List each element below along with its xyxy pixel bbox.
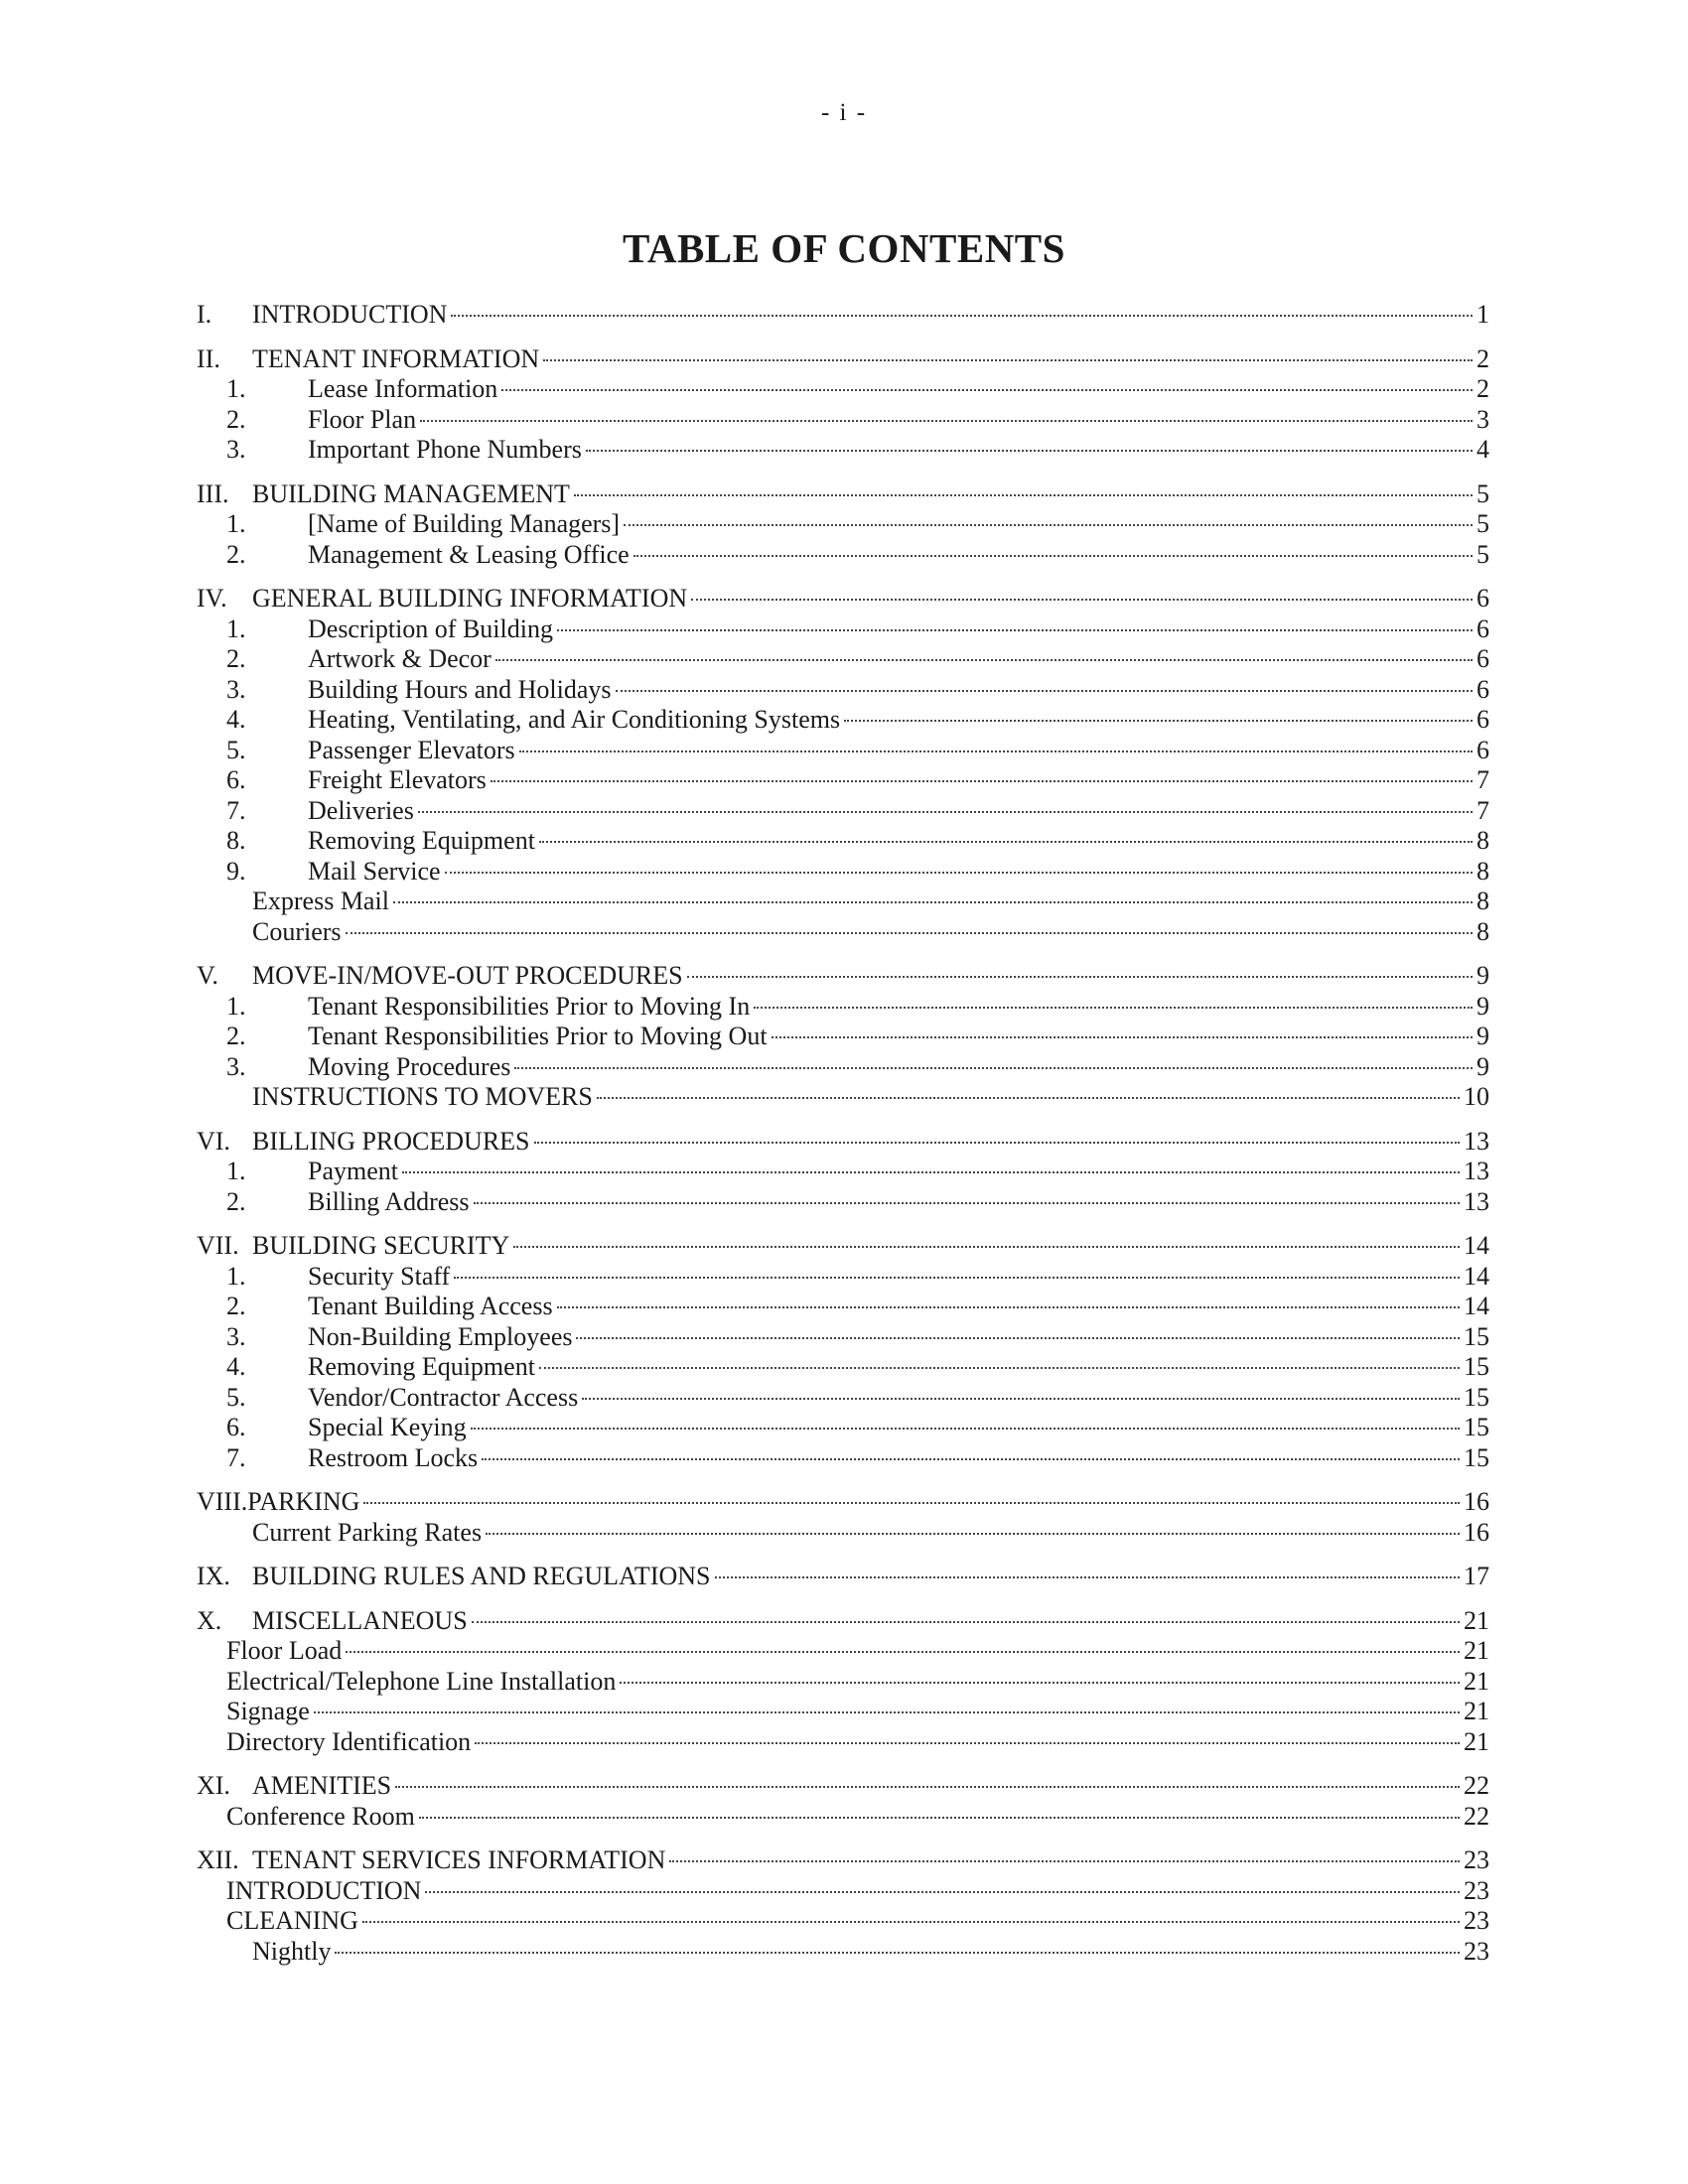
toc-entry-number: 6.	[226, 1413, 246, 1441]
toc-entry-number: 3.	[226, 1321, 246, 1351]
dot-leader	[425, 1891, 1460, 1893]
toc-section	[197, 1562, 1489, 1592]
toc-entry-title: Special Keying	[308, 1413, 467, 1441]
toc-page-number: 16	[1464, 1487, 1489, 1516]
toc-entry[interactable]	[197, 1022, 1489, 1052]
toc-entry-number: V.	[197, 961, 218, 990]
toc-entry-title: Freight Elevators	[308, 765, 487, 794]
toc-entry[interactable]	[197, 796, 1489, 827]
toc-page-number: 13	[1464, 1186, 1489, 1216]
dot-leader	[474, 1202, 1460, 1204]
toc-entry-number: 1.	[226, 1157, 246, 1185]
toc-section-heading[interactable]	[197, 961, 1489, 992]
toc-page-number: 5	[1477, 509, 1489, 538]
toc-entry-title: Current Parking Rates	[252, 1517, 483, 1547]
dot-leader	[514, 1067, 1473, 1069]
toc-page-number: 15	[1464, 1382, 1489, 1412]
toc-entry[interactable]	[197, 1876, 1489, 1907]
dot-leader	[576, 1337, 1460, 1339]
toc-section-heading[interactable]	[197, 300, 1489, 331]
dot-leader	[669, 1860, 1460, 1862]
toc-entry[interactable]	[197, 1187, 1489, 1218]
dot-leader	[314, 1711, 1460, 1713]
toc-entry[interactable]	[197, 1443, 1489, 1474]
toc-page-number: 3	[1477, 404, 1489, 434]
toc-entry-number: 2.	[226, 1186, 246, 1216]
toc-entry[interactable]	[197, 405, 1489, 436]
toc-entry-number: IX.	[197, 1562, 230, 1590]
dot-leader	[475, 1742, 1460, 1744]
toc-entry[interactable]	[197, 826, 1489, 857]
toc-page-number: 8	[1477, 916, 1489, 946]
toc-entry-number: XI.	[197, 1771, 230, 1800]
toc-section-heading[interactable]	[197, 1845, 1489, 1876]
toc-page-number: 2	[1477, 343, 1489, 373]
toc-page-number: 23	[1464, 1845, 1489, 1874]
dot-leader	[582, 1398, 1460, 1400]
toc-page-number: 21	[1464, 1605, 1489, 1635]
dot-leader	[519, 751, 1473, 752]
toc-entry[interactable]	[197, 374, 1489, 405]
toc-entry-title: Important Phone Numbers	[308, 435, 582, 464]
toc-entry-title: Non-Building Employees	[308, 1321, 573, 1351]
toc-section	[197, 584, 1489, 947]
toc-entry-title: Express Mail	[252, 887, 389, 915]
toc-section	[197, 300, 1489, 331]
toc-page-number: 21	[1464, 1636, 1489, 1665]
dot-leader	[620, 1682, 1460, 1684]
toc-entry-title: Couriers	[252, 916, 342, 946]
toc-entry[interactable]	[197, 1352, 1489, 1383]
page-title: TABLE OF CONTENTS	[623, 225, 1065, 271]
toc-entry[interactable]	[197, 1906, 1489, 1937]
toc-entry-title: Tenant Responsibilities Prior to Moving In	[308, 991, 751, 1021]
toc-entry-number: 3.	[226, 1051, 246, 1081]
toc-entry[interactable]	[197, 1937, 1489, 1968]
dot-leader	[445, 872, 1473, 874]
dot-leader	[624, 524, 1473, 526]
dot-leader	[454, 1277, 1460, 1279]
dot-leader	[543, 359, 1473, 361]
dot-leader	[501, 389, 1473, 391]
toc-entry[interactable]	[197, 1413, 1489, 1443]
toc-page-number: 4	[1477, 435, 1489, 464]
toc-entry-title: Removing Equipment	[308, 826, 535, 855]
dot-leader	[616, 690, 1474, 692]
toc-entry-number: XII.	[197, 1845, 239, 1874]
toc-page-number: 6	[1477, 705, 1489, 734]
toc-page-number: 13	[1464, 1126, 1489, 1156]
dot-leader	[772, 1036, 1473, 1038]
toc-entry-title: CLEANING	[226, 1906, 358, 1935]
dot-leader	[472, 1621, 1460, 1623]
toc-page-number: 8	[1477, 856, 1489, 886]
toc-entry-title: Artwork & Decor	[308, 644, 492, 673]
toc-page-number: 6	[1477, 584, 1489, 613]
toc-page-number: 9	[1477, 1022, 1489, 1050]
dot-leader	[346, 1651, 1460, 1653]
dot-leader	[335, 1952, 1460, 1954]
toc-page-number: 6	[1477, 644, 1489, 673]
toc-section-heading[interactable]	[197, 479, 1489, 510]
toc-entry[interactable]	[197, 1157, 1489, 1187]
toc-page-number: 6	[1477, 614, 1489, 643]
dot-leader	[687, 976, 1473, 978]
toc-section	[197, 961, 1489, 1113]
toc-entry-title: Floor Plan	[308, 404, 417, 434]
toc-entry-number: 2.	[226, 1022, 246, 1050]
toc-section-heading[interactable]	[197, 1606, 1489, 1637]
toc-entry-number: I.	[197, 300, 212, 329]
dot-leader	[482, 1458, 1460, 1460]
toc-entry[interactable]	[197, 992, 1489, 1023]
toc-page-number: 1	[1477, 300, 1489, 329]
toc-entry-number: 5.	[226, 735, 246, 764]
dot-leader	[534, 1142, 1460, 1144]
toc-entry-title: Payment	[308, 1157, 398, 1185]
toc-entry[interactable]	[197, 614, 1489, 645]
toc-entry-title: TENANT SERVICES INFORMATION	[252, 1845, 666, 1874]
toc-entry[interactable]	[197, 1636, 1489, 1667]
dot-leader	[633, 555, 1473, 557]
toc-entry[interactable]	[197, 1082, 1489, 1113]
toc-entry-number: 7.	[226, 795, 246, 825]
toc-entry[interactable]	[197, 675, 1489, 706]
dot-leader	[346, 932, 1473, 934]
toc-entry-number: IV.	[197, 584, 227, 613]
toc-page-number: 5	[1477, 478, 1489, 508]
table-of-contents	[197, 300, 1489, 1980]
toc-section	[197, 1606, 1489, 1758]
dot-leader	[844, 720, 1473, 722]
toc-entry[interactable]	[197, 1518, 1489, 1549]
toc-section-heading[interactable]	[197, 1231, 1489, 1262]
toc-entry[interactable]	[197, 857, 1489, 887]
toc-section	[197, 344, 1489, 466]
toc-entry-title: Conference Room	[226, 1801, 415, 1831]
toc-entry-number: II.	[197, 343, 220, 373]
toc-entry[interactable]	[197, 1727, 1489, 1758]
toc-entry-title: INTRODUCTION	[252, 300, 448, 329]
dot-leader	[395, 1786, 1460, 1788]
toc-entry-title: BUILDING RULES AND REGULATIONS	[252, 1562, 711, 1590]
toc-page-number: 23	[1464, 1906, 1489, 1935]
toc-entry-number: 6.	[226, 765, 246, 794]
toc-entry-number: 2.	[226, 644, 246, 673]
dot-leader	[513, 1246, 1460, 1248]
toc-section	[197, 479, 1489, 571]
toc-page-number: 9	[1477, 1051, 1489, 1081]
dot-leader	[539, 841, 1473, 843]
toc-entry-title: BUILDING MANAGEMENT	[252, 478, 570, 508]
toc-entry[interactable]	[197, 1292, 1489, 1322]
toc-entry-number: 2.	[226, 404, 246, 434]
toc-page-number: 14	[1464, 1292, 1489, 1320]
toc-entry[interactable]	[197, 705, 1489, 736]
toc-section-heading[interactable]	[197, 584, 1489, 614]
toc-entry[interactable]	[197, 1262, 1489, 1293]
toc-section	[197, 1487, 1489, 1548]
toc-page-number: 15	[1464, 1413, 1489, 1441]
dot-leader	[557, 629, 1473, 631]
toc-page-number: 22	[1464, 1771, 1489, 1800]
toc-entry-number: 5.	[226, 1382, 246, 1412]
toc-entry[interactable]	[197, 1697, 1489, 1727]
toc-entry-title: [Name of Building Managers]	[308, 509, 621, 538]
toc-entry[interactable]	[197, 1322, 1489, 1353]
toc-entry[interactable]	[197, 1383, 1489, 1414]
toc-entry-number: 1.	[226, 1261, 246, 1291]
toc-page-number: 7	[1477, 795, 1489, 825]
dot-leader	[495, 659, 1473, 661]
dot-leader	[597, 1097, 1460, 1099]
toc-page-number: 21	[1464, 1697, 1489, 1725]
dot-leader	[715, 1576, 1461, 1578]
toc-page-number: 9	[1477, 961, 1489, 990]
toc-entry-title: BUILDING SECURITY	[252, 1231, 510, 1260]
toc-page-number: 23	[1464, 1936, 1489, 1966]
toc-entry-number: X.	[197, 1605, 222, 1635]
dot-leader	[420, 420, 1473, 422]
dot-leader	[393, 901, 1473, 903]
dot-leader	[471, 1428, 1460, 1430]
toc-section	[197, 1771, 1489, 1832]
toc-entry-title: Lease Information	[308, 374, 498, 403]
toc-page-number: 6	[1477, 735, 1489, 764]
toc-entry-title: TENANT INFORMATION	[252, 343, 540, 373]
toc-entry-title: Deliveries	[308, 795, 414, 825]
toc-entry[interactable]	[197, 644, 1489, 675]
toc-entry-title: Electrical/Telephone Line Installation	[226, 1666, 617, 1696]
toc-entry[interactable]	[197, 435, 1489, 466]
toc-entry-number: VIII.	[197, 1487, 248, 1516]
toc-entry-title: Building Hours and Holidays	[308, 674, 612, 704]
dot-leader	[362, 1921, 1460, 1923]
toc-page-number: 7	[1477, 765, 1489, 794]
toc-page-number: 5	[1477, 539, 1489, 569]
toc-entry-title: INSTRUCTIONS TO MOVERS	[252, 1082, 593, 1111]
toc-page-number: 8	[1477, 887, 1489, 915]
toc-entry[interactable]	[197, 917, 1489, 948]
toc-page-number: 14	[1464, 1231, 1489, 1260]
toc-entry-number: 2.	[226, 539, 246, 569]
toc-section-heading[interactable]	[197, 1771, 1489, 1802]
toc-page-number: 23	[1464, 1875, 1489, 1905]
toc-entry-title: AMENITIES	[252, 1771, 392, 1800]
dot-leader	[402, 1171, 1460, 1173]
toc-page-number: 16	[1464, 1517, 1489, 1547]
toc-page-number: 8	[1477, 826, 1489, 855]
toc-entry-title: Passenger Elevators	[308, 735, 515, 764]
toc-entry[interactable]	[197, 1052, 1489, 1083]
toc-section-heading[interactable]	[197, 1562, 1489, 1592]
toc-entry-title: Tenant Building Access	[308, 1292, 553, 1320]
dot-leader	[486, 1533, 1460, 1535]
toc-entry[interactable]	[197, 509, 1489, 540]
dot-leader	[363, 1502, 1460, 1504]
toc-entry-title: GENERAL BUILDING INFORMATION	[252, 584, 688, 613]
toc-entry-number: 8.	[226, 826, 246, 855]
toc-page-number: 15	[1464, 1321, 1489, 1351]
toc-entry[interactable]	[197, 887, 1489, 917]
dot-leader	[418, 811, 1473, 813]
dot-leader	[754, 1007, 1473, 1009]
dot-leader	[451, 315, 1473, 317]
toc-entry[interactable]	[197, 765, 1489, 796]
page-number: - i -	[820, 99, 868, 126]
toc-entry-number: 1.	[226, 614, 246, 643]
toc-entry-title: MISCELLANEOUS	[252, 1605, 468, 1635]
dot-leader	[557, 1306, 1460, 1308]
toc-section	[197, 1127, 1489, 1218]
toc-entry-number: VII.	[197, 1231, 239, 1260]
toc-entry-number: VI.	[197, 1126, 230, 1156]
toc-entry-number: 7.	[226, 1442, 246, 1472]
toc-entry-title: Security Staff	[308, 1261, 451, 1291]
dot-leader	[491, 780, 1473, 782]
toc-page-number: 10	[1464, 1082, 1489, 1111]
toc-page-number: 13	[1464, 1157, 1489, 1185]
toc-entry-title: MOVE-IN/MOVE-OUT PROCEDURES	[252, 961, 683, 990]
toc-section-heading[interactable]	[197, 1487, 1489, 1518]
toc-page-number: 2	[1477, 374, 1489, 403]
toc-entry-title: Tenant Responsibilities Prior to Moving Out	[308, 1022, 768, 1050]
toc-entry-number: 1.	[226, 374, 246, 403]
toc-section	[197, 1231, 1489, 1473]
toc-entry[interactable]	[197, 540, 1489, 571]
toc-entry-title: Removing Equipment	[308, 1352, 535, 1381]
toc-page-number: 9	[1477, 991, 1489, 1021]
toc-entry-title: Description of Building	[308, 614, 553, 643]
dot-leader	[539, 1367, 1460, 1369]
toc-page-number: 21	[1464, 1666, 1489, 1696]
dot-leader	[586, 450, 1473, 452]
toc-page-number: 22	[1464, 1801, 1489, 1831]
toc-page-number: 17	[1464, 1562, 1489, 1590]
toc-entry[interactable]	[197, 736, 1489, 766]
toc-entry-title: PARKING	[247, 1487, 360, 1516]
toc-page-number: 15	[1464, 1352, 1489, 1381]
toc-entry-title: Floor Load	[226, 1636, 343, 1665]
toc-entry-number: 1.	[226, 991, 246, 1021]
dot-leader	[574, 494, 1473, 496]
toc-entry-number: 4.	[226, 1352, 246, 1381]
toc-entry-title: Vendor/Contractor Access	[308, 1382, 579, 1412]
toc-entry-title: INTRODUCTION	[226, 1875, 422, 1905]
toc-entry-number: 1.	[226, 509, 246, 538]
toc-entry[interactable]	[197, 1802, 1489, 1833]
toc-page-number: 6	[1477, 674, 1489, 704]
toc-entry[interactable]	[197, 1667, 1489, 1698]
toc-page-number: 15	[1464, 1442, 1489, 1472]
toc-entry-title: Management & Leasing Office	[308, 539, 630, 569]
toc-page-number: 21	[1464, 1726, 1489, 1756]
toc-section	[197, 1845, 1489, 1967]
toc-entry-title: Heating, Ventilating, and Air Conditioning Systems	[308, 705, 841, 734]
toc-entry-title: Nightly	[252, 1936, 332, 1966]
toc-entry-number: 3.	[226, 674, 246, 704]
toc-entry-number: 3.	[226, 435, 246, 464]
toc-entry-number: 4.	[226, 705, 246, 734]
toc-entry-number: 9.	[226, 856, 246, 886]
toc-entry-title: Directory Identification	[226, 1726, 472, 1756]
toc-section-heading[interactable]	[197, 344, 1489, 375]
toc-entry-number: 2.	[226, 1292, 246, 1320]
toc-entry-title: Mail Service	[308, 856, 441, 886]
toc-entry-title: BILLING PROCEDURES	[252, 1126, 530, 1156]
toc-section-heading[interactable]	[197, 1127, 1489, 1158]
dot-leader	[691, 599, 1473, 601]
toc-page-number: 14	[1464, 1261, 1489, 1291]
toc-entry-number: III.	[197, 478, 229, 508]
dot-leader	[419, 1817, 1460, 1819]
toc-entry-title: Billing Address	[308, 1186, 470, 1216]
toc-entry-title: Moving Procedures	[308, 1051, 511, 1081]
toc-entry-title: Restroom Locks	[308, 1442, 479, 1472]
toc-entry-title: Signage	[226, 1697, 310, 1725]
